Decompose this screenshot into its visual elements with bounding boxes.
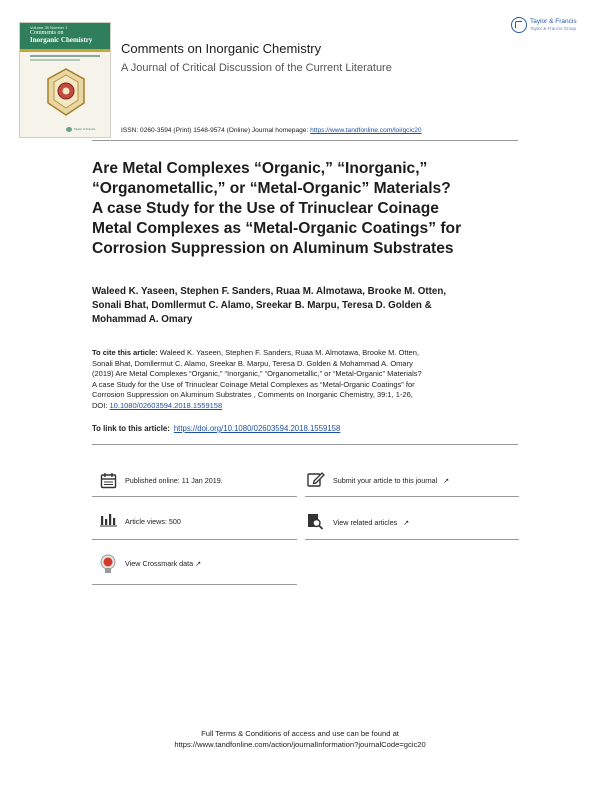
issn-line bbox=[121, 127, 422, 134]
doi-link[interactable]: 10.1080/02603594.2018.1559158 bbox=[109, 400, 223, 410]
published-date: Published online: 11 Jan 2019. bbox=[125, 476, 223, 485]
citation-line: Corrosion Suppression on Aluminum Substrates , Comments on Inorganic Chemistry, 39:1, 1-26, bbox=[92, 390, 413, 400]
article-views: Article views: 500 bbox=[125, 517, 181, 526]
cover-rule-2 bbox=[30, 59, 80, 61]
external-link-icon: ↗ bbox=[195, 559, 202, 568]
crossmark-icon bbox=[100, 554, 116, 573]
author-line: Mohammad A. Omary bbox=[92, 314, 193, 325]
article-title bbox=[92, 159, 522, 259]
publisher-logo[interactable] bbox=[509, 14, 589, 42]
link-line bbox=[92, 424, 340, 433]
edit-icon bbox=[307, 471, 325, 488]
article-doi-url-link[interactable]: https://doi.org/10.1080/02603594.2018.1559158 bbox=[173, 424, 341, 433]
article-title-line: A case Study for the Use of Trinuclear Coinage bbox=[92, 200, 439, 217]
citation-line: (2019) Are Metal Complexes “Organic,” “Inorganic,” “Organometallic,” or “Metal-Organic” Materials? bbox=[92, 369, 422, 379]
journal-cover-image bbox=[19, 22, 111, 138]
journal-title: Comments on Inorganic Chemistry bbox=[121, 41, 322, 56]
related-articles-label: View related articles bbox=[333, 518, 398, 527]
link-label: To link to this article: bbox=[92, 424, 170, 433]
author-line: Sonali Bhat, Domllermut C. Alamo, Sreekar B. Marpu, Teresa D. Golden & bbox=[92, 300, 432, 311]
external-link-icon: ↗ bbox=[403, 518, 410, 527]
journal-subtitle: A Journal of Critical Discussion of the Current Literature bbox=[121, 62, 392, 74]
issn-text: ISSN: 0260-3594 (Print) 1548-9574 (Online) Journal homepage: bbox=[121, 127, 309, 134]
citation-label: To cite this article: bbox=[92, 348, 158, 357]
publisher-logo-icon bbox=[511, 17, 527, 33]
header-divider bbox=[92, 140, 518, 141]
meta-divider bbox=[305, 496, 519, 497]
calendar-icon bbox=[100, 472, 117, 489]
cover-seal-icon bbox=[44, 67, 88, 117]
cover-volume: Volume 39 Number 1 bbox=[30, 25, 68, 30]
citation-line: Sonali Bhat, Domllermut C. Alamo, Sreekar B. Marpu, Teresa D. Golden & Mohammad A. Omary bbox=[92, 358, 413, 368]
citation-line: A case Study for the Use of Trinuclear Coinage Metal Complexes as “Metal-Organic Coatings” for bbox=[92, 379, 415, 389]
citation-block bbox=[92, 348, 522, 412]
article-title-line: “Organometallic,” or “Metal-Organic” Materials? bbox=[92, 180, 451, 197]
cover-rule bbox=[30, 55, 100, 57]
citation-line: Waleed K. Yaseen, Stephen F. Sanders, Ruaa M. Almotawa, Brooke M. Otten, bbox=[157, 348, 419, 357]
crossmark-link[interactable] bbox=[125, 559, 201, 568]
cover-title-line-1: Comments on bbox=[30, 30, 64, 36]
cover-publisher: Taylor & Francis bbox=[74, 127, 96, 131]
publisher-name: Taylor & Francis bbox=[530, 18, 577, 25]
author-line: Waleed K. Yaseen, Stephen F. Sanders, Ruaa M. Almotawa, Brooke M. Otten, bbox=[92, 286, 447, 297]
bar-chart-icon bbox=[100, 513, 117, 527]
cover-strip bbox=[20, 49, 111, 52]
footer-terms-text: Full Terms & Conditions of access and use can be found at bbox=[201, 729, 399, 738]
related-articles-icon bbox=[307, 513, 324, 530]
meta-divider bbox=[92, 539, 297, 540]
article-title-line: Metal Complexes as “Metal-Organic Coatings” for bbox=[92, 220, 462, 237]
meta-divider bbox=[92, 496, 297, 497]
meta-divider bbox=[92, 584, 297, 585]
submit-article-link[interactable] bbox=[333, 476, 449, 485]
crossmark-label: View Crossmark data bbox=[125, 559, 194, 568]
doi-label: DOI: bbox=[92, 400, 110, 410]
article-title-line: Corrosion Suppression on Aluminum Substrates bbox=[92, 240, 454, 257]
journal-homepage-link[interactable]: https://www.tandfonline.com/loi/gcic20 bbox=[310, 127, 422, 134]
article-authors bbox=[92, 285, 522, 327]
article-title-line: Are Metal Complexes “Organic,” “Inorganic,” bbox=[92, 160, 428, 177]
publisher-group: Taylor & Francis Group bbox=[530, 26, 577, 31]
meta-divider bbox=[305, 539, 519, 540]
cover-title-line-2: Inorganic Chemistry bbox=[30, 36, 93, 44]
cover-publisher-logo-icon bbox=[66, 127, 72, 132]
meta-top-divider bbox=[92, 444, 518, 445]
external-link-icon: ↗ bbox=[443, 476, 450, 485]
related-articles-link[interactable] bbox=[333, 518, 409, 527]
footer-terms-url[interactable]: https://www.tandfonline.com/action/journalInformation?journalCode=gcic20 bbox=[174, 740, 426, 749]
submit-article-label: Submit your article to this journal bbox=[333, 476, 438, 485]
